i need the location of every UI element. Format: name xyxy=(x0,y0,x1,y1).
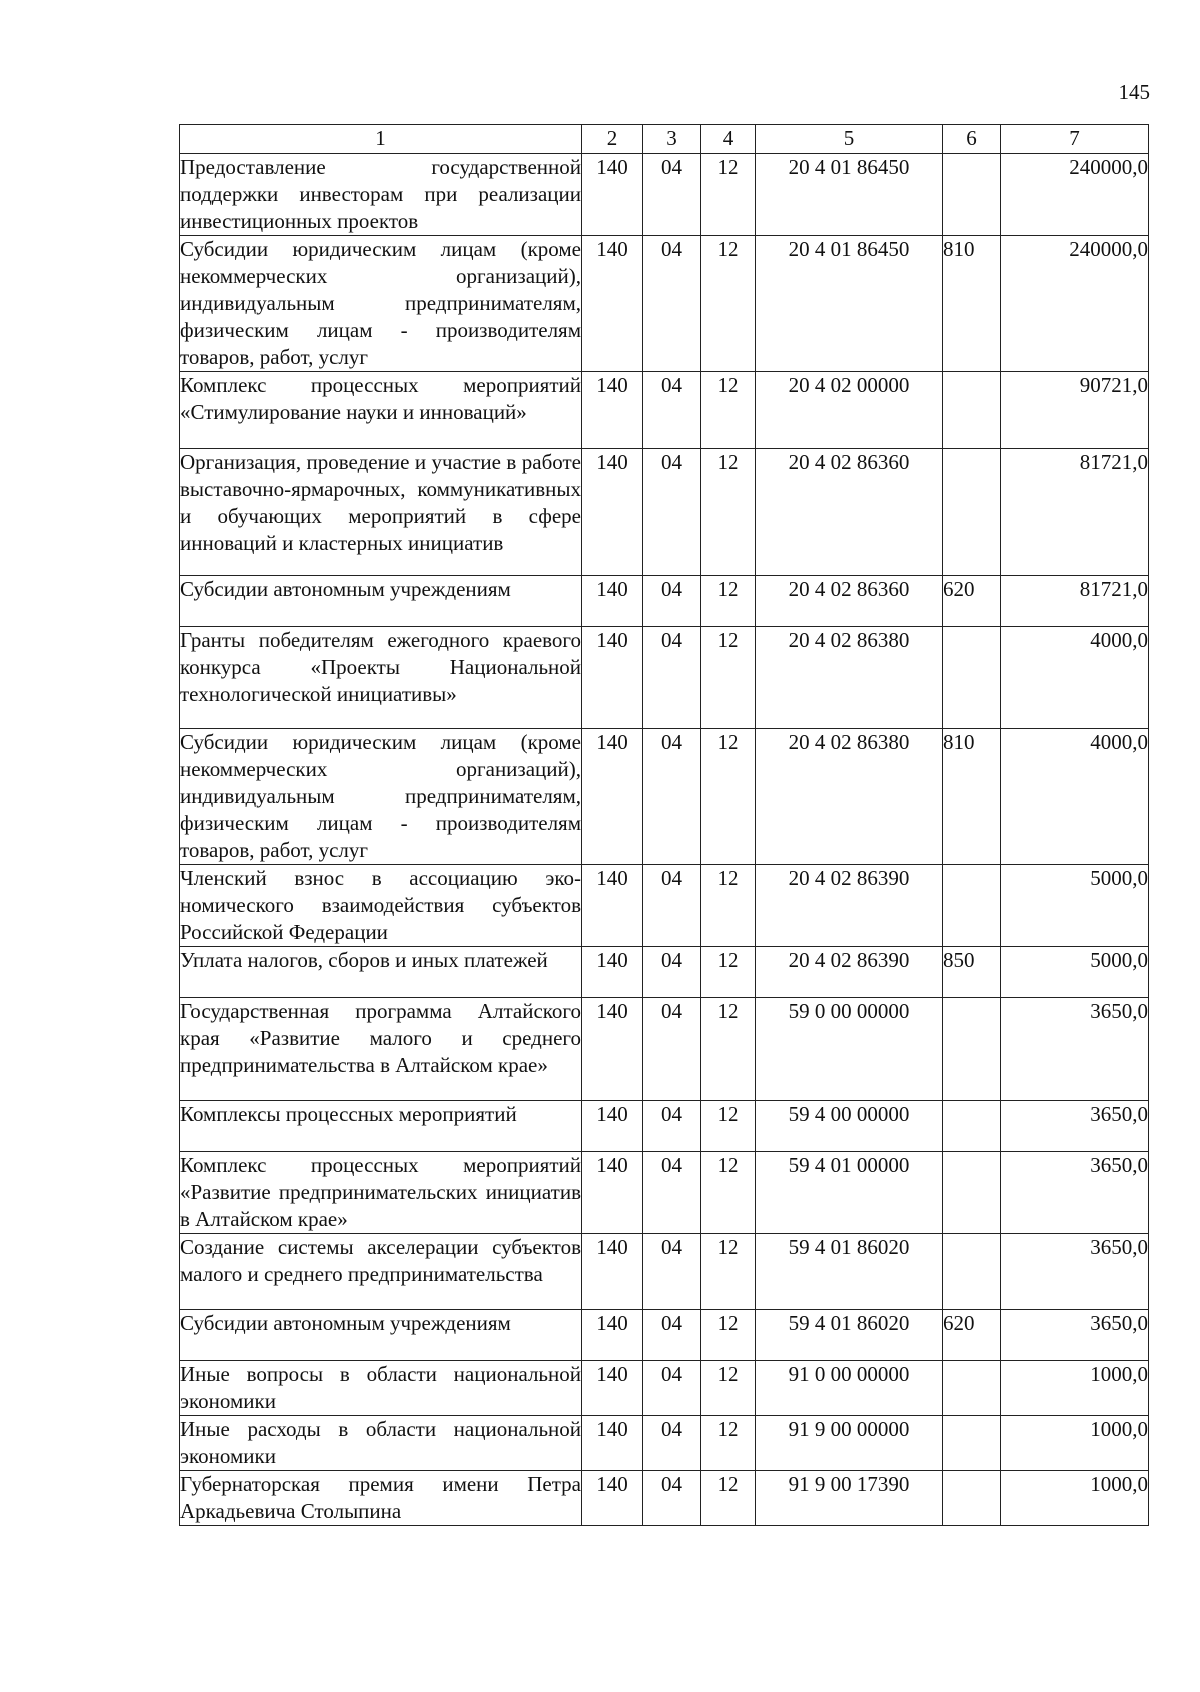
subsection-code-cell: 12 xyxy=(701,576,756,627)
ministry-code-cell: 140 xyxy=(582,729,643,865)
amount-cell: 3650,0 xyxy=(1001,1234,1149,1310)
row-name-cell: Комплекс процессных мероприятий «Стимулирование науки и инноваций» xyxy=(180,372,582,449)
header-cell: 5 xyxy=(756,125,943,154)
ministry-code-cell: 140 xyxy=(582,998,643,1101)
target-article-cell: 20 4 02 00000 xyxy=(756,372,943,449)
table-row xyxy=(180,236,1149,372)
amount-cell: 5000,0 xyxy=(1001,865,1149,947)
table-row xyxy=(180,1361,1149,1416)
section-code-cell: 04 xyxy=(643,449,701,576)
row-name-cell: Иные вопросы в области национальной экономики xyxy=(180,1361,582,1416)
ministry-code-cell: 140 xyxy=(582,1234,643,1310)
target-article-cell: 20 4 02 86360 xyxy=(756,449,943,576)
ministry-code-cell: 140 xyxy=(582,1101,643,1152)
expense-type-cell xyxy=(943,627,1001,729)
ministry-code-cell: 140 xyxy=(582,865,643,947)
table-row xyxy=(180,576,1149,627)
page-number: 145 xyxy=(1118,80,1150,104)
ministry-code-cell: 140 xyxy=(582,1152,643,1234)
table-row xyxy=(180,1234,1149,1310)
expense-type-cell xyxy=(943,1361,1001,1416)
amount-cell: 3650,0 xyxy=(1001,1310,1149,1361)
amount-cell: 4000,0 xyxy=(1001,729,1149,865)
amount-cell: 81721,0 xyxy=(1001,576,1149,627)
subsection-code-cell: 12 xyxy=(701,372,756,449)
expense-type-cell: 810 xyxy=(943,729,1001,865)
expense-type-cell xyxy=(943,449,1001,576)
expense-type-cell xyxy=(943,372,1001,449)
target-article-cell: 20 4 02 86390 xyxy=(756,865,943,947)
ministry-code-cell: 140 xyxy=(582,1361,643,1416)
table-row xyxy=(180,449,1149,576)
row-name-cell: Комплексы процессных мероприятий xyxy=(180,1101,582,1152)
subsection-code-cell: 12 xyxy=(701,865,756,947)
row-name-cell: Субсидии юридическим лицам (кроме некоммерческих организаций), индивидуальным предпринимателям, физическим лицам - производителям товаров, работ, услуг xyxy=(180,729,582,865)
amount-cell: 3650,0 xyxy=(1001,1101,1149,1152)
target-article-cell: 91 9 00 00000 xyxy=(756,1416,943,1471)
amount-cell: 5000,0 xyxy=(1001,947,1149,998)
row-name-cell: Уплата налогов, сборов и иных платежей xyxy=(180,947,582,998)
subsection-code-cell: 12 xyxy=(701,947,756,998)
row-name-cell: Губернаторская премия имени Петра Аркадьевича Столыпина xyxy=(180,1471,582,1526)
subsection-code-cell: 12 xyxy=(701,1361,756,1416)
row-name-cell: Государственная программа Алтайского края «Развитие малого и среднего предпринимательства в Алтайском крае» xyxy=(180,998,582,1101)
target-article-cell: 59 0 00 00000 xyxy=(756,998,943,1101)
amount-cell: 3650,0 xyxy=(1001,1152,1149,1234)
subsection-code-cell: 12 xyxy=(701,998,756,1101)
target-article-cell: 20 4 02 86380 xyxy=(756,627,943,729)
subsection-code-cell: 12 xyxy=(701,449,756,576)
expense-type-cell: 850 xyxy=(943,947,1001,998)
section-code-cell: 04 xyxy=(643,1310,701,1361)
row-name-cell: Иные расходы в области национальной экономики xyxy=(180,1416,582,1471)
section-code-cell: 04 xyxy=(643,998,701,1101)
ministry-code-cell: 140 xyxy=(582,576,643,627)
row-name-cell: Субсидии автономным учреждениям xyxy=(180,1310,582,1361)
table-row xyxy=(180,1101,1149,1152)
section-code-cell: 04 xyxy=(643,1152,701,1234)
section-code-cell: 04 xyxy=(643,576,701,627)
target-article-cell: 91 9 00 17390 xyxy=(756,1471,943,1526)
amount-cell: 240000,0 xyxy=(1001,236,1149,372)
section-code-cell: 04 xyxy=(643,154,701,236)
amount-cell: 3650,0 xyxy=(1001,998,1149,1101)
ministry-code-cell: 140 xyxy=(582,1310,643,1361)
budget-table xyxy=(179,124,1149,1526)
amount-cell: 1000,0 xyxy=(1001,1361,1149,1416)
ministry-code-cell: 140 xyxy=(582,1471,643,1526)
ministry-code-cell: 140 xyxy=(582,947,643,998)
expense-type-cell: 620 xyxy=(943,1310,1001,1361)
target-article-cell: 20 4 02 86390 xyxy=(756,947,943,998)
expense-type-cell: 810 xyxy=(943,236,1001,372)
expense-type-cell xyxy=(943,1101,1001,1152)
amount-cell: 90721,0 xyxy=(1001,372,1149,449)
amount-cell: 1000,0 xyxy=(1001,1416,1149,1471)
ministry-code-cell: 140 xyxy=(582,236,643,372)
expense-type-cell xyxy=(943,1234,1001,1310)
section-code-cell: 04 xyxy=(643,1101,701,1152)
table-row xyxy=(180,947,1149,998)
ministry-code-cell: 140 xyxy=(582,627,643,729)
table-row xyxy=(180,627,1149,729)
table-row xyxy=(180,1152,1149,1234)
header-cell: 3 xyxy=(643,125,701,154)
target-article-cell: 59 4 00 00000 xyxy=(756,1101,943,1152)
subsection-code-cell: 12 xyxy=(701,627,756,729)
row-name-cell: Субсидии автономным учреждениям xyxy=(180,576,582,627)
row-name-cell: Членский взнос в ассоциацию экономического взаимодействия субъектов Российской Федерации xyxy=(180,865,582,947)
row-name-cell: Предоставление государственной поддержки инвесторам при реализации инвестиционных проектов xyxy=(180,154,582,236)
table-row xyxy=(180,865,1149,947)
section-code-cell: 04 xyxy=(643,372,701,449)
row-name-cell: Комплекс процессных мероприятий «Развитие предпринимательских инициатив в Алтайском крае» xyxy=(180,1152,582,1234)
table-row xyxy=(180,372,1149,449)
subsection-code-cell: 12 xyxy=(701,1416,756,1471)
expense-type-cell xyxy=(943,865,1001,947)
amount-cell: 81721,0 xyxy=(1001,449,1149,576)
table-row xyxy=(180,729,1149,865)
section-code-cell: 04 xyxy=(643,627,701,729)
amount-cell: 4000,0 xyxy=(1001,627,1149,729)
header-cell: 1 xyxy=(180,125,582,154)
expense-type-cell xyxy=(943,1416,1001,1471)
amount-cell: 1000,0 xyxy=(1001,1471,1149,1526)
table-row xyxy=(180,998,1149,1101)
expense-type-cell xyxy=(943,154,1001,236)
target-article-cell: 20 4 02 86380 xyxy=(756,729,943,865)
header-cell: 4 xyxy=(701,125,756,154)
section-code-cell: 04 xyxy=(643,865,701,947)
row-name-cell: Гранты победителям ежегодного краевого конкурса «Проекты Национальной технологической инициативы» xyxy=(180,627,582,729)
target-article-cell: 91 0 00 00000 xyxy=(756,1361,943,1416)
ministry-code-cell: 140 xyxy=(582,1416,643,1471)
expense-type-cell: 620 xyxy=(943,576,1001,627)
header-cell: 2 xyxy=(582,125,643,154)
expense-type-cell xyxy=(943,998,1001,1101)
row-name-cell: Субсидии юридическим лицам (кроме некоммерческих организаций), индивидуальным предпринимателям, физическим лицам - производителям товаров, работ, услуг xyxy=(180,236,582,372)
subsection-code-cell: 12 xyxy=(701,729,756,865)
target-article-cell: 20 4 01 86450 xyxy=(756,236,943,372)
target-article-cell: 59 4 01 00000 xyxy=(756,1152,943,1234)
subsection-code-cell: 12 xyxy=(701,1234,756,1310)
table-row xyxy=(180,1416,1149,1471)
amount-cell: 240000,0 xyxy=(1001,154,1149,236)
header-row xyxy=(180,125,1149,154)
subsection-code-cell: 12 xyxy=(701,236,756,372)
subsection-code-cell: 12 xyxy=(701,154,756,236)
subsection-code-cell: 12 xyxy=(701,1152,756,1234)
table-row xyxy=(180,1471,1149,1526)
ministry-code-cell: 140 xyxy=(582,449,643,576)
ministry-code-cell: 140 xyxy=(582,372,643,449)
section-code-cell: 04 xyxy=(643,1471,701,1526)
target-article-cell: 59 4 01 86020 xyxy=(756,1234,943,1310)
section-code-cell: 04 xyxy=(643,729,701,865)
table-row xyxy=(180,154,1149,236)
subsection-code-cell: 12 xyxy=(701,1101,756,1152)
section-code-cell: 04 xyxy=(643,1361,701,1416)
section-code-cell: 04 xyxy=(643,236,701,372)
ministry-code-cell: 140 xyxy=(582,154,643,236)
section-code-cell: 04 xyxy=(643,1234,701,1310)
section-code-cell: 04 xyxy=(643,947,701,998)
section-code-cell: 04 xyxy=(643,1416,701,1471)
subsection-code-cell: 12 xyxy=(701,1471,756,1526)
expense-type-cell xyxy=(943,1471,1001,1526)
expense-type-cell xyxy=(943,1152,1001,1234)
subsection-code-cell: 12 xyxy=(701,1310,756,1361)
header-cell: 6 xyxy=(943,125,1001,154)
target-article-cell: 20 4 01 86450 xyxy=(756,154,943,236)
table-row xyxy=(180,1310,1149,1361)
target-article-cell: 59 4 01 86020 xyxy=(756,1310,943,1361)
target-article-cell: 20 4 02 86360 xyxy=(756,576,943,627)
row-name-cell: Создание системы акселерации субъектов малого и среднего предпринимательства xyxy=(180,1234,582,1310)
header-cell: 7 xyxy=(1001,125,1149,154)
row-name-cell: Организация, проведение и участие в работе выставочно-ярмарочных, коммуникативных и обучающих мероприятий в сфере инноваций и кластерных инициатив xyxy=(180,449,582,576)
